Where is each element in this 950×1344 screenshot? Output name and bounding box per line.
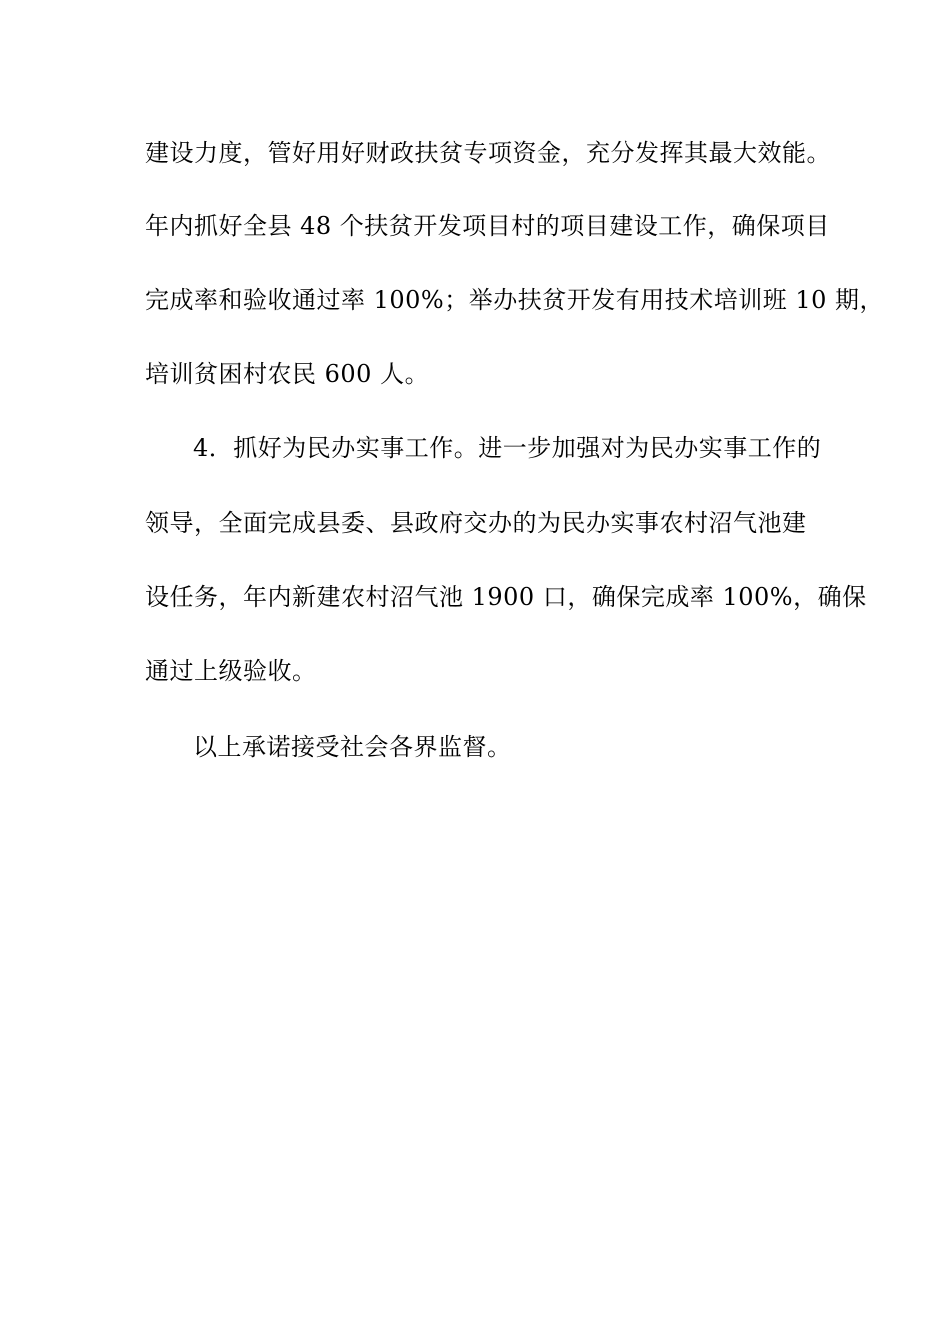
text-line: 完成率和验收通过率 100%；举办扶贫开发有用技术培训班 10 期， bbox=[145, 286, 885, 314]
paragraph-heading-line: 4．抓好为民办实事工作。进一步加强对为民办实事工作的 bbox=[193, 434, 822, 462]
text-line: 通过上级验收。 bbox=[145, 657, 317, 685]
text-line: 领导，全面完成县委、县政府交办的为民办实事农村沼气池建 bbox=[145, 509, 807, 537]
text-line: 培训贫困村农民 600 人。 bbox=[145, 360, 430, 388]
text-line: 设任务，年内新建农村沼气池 1900 口，确保完成率 100%，确保 bbox=[145, 583, 867, 611]
closing-statement: 以上承诺接受社会各界监督。 bbox=[193, 733, 512, 761]
text-line: 年内抓好全县 48 个扶贫开发项目村的项目建设工作，确保项目 bbox=[145, 212, 830, 240]
text-line: 建设力度，管好用好财政扶贫专项资金，充分发挥其最大效能。 bbox=[145, 139, 831, 167]
